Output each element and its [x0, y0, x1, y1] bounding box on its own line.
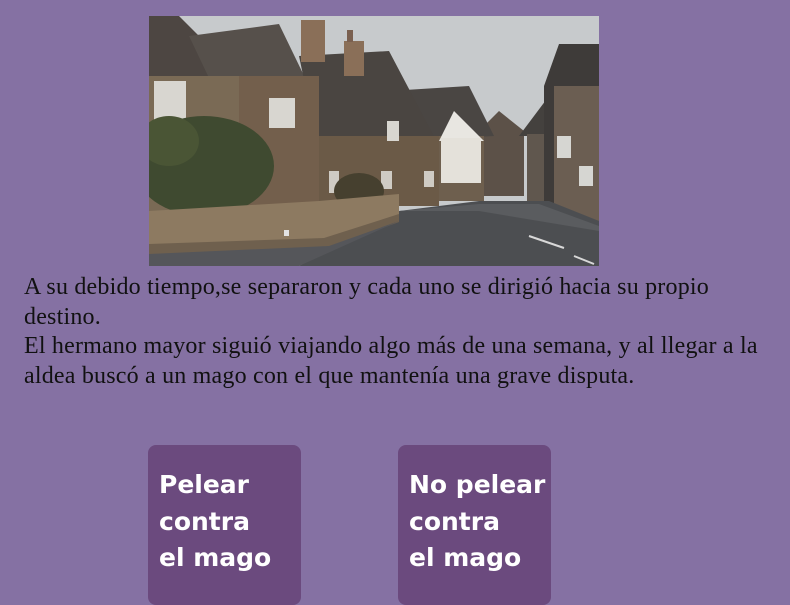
story-paragraph: A su debido tiempo,se separaron y cada uno se dirigió hacia su propio destino. [24, 274, 709, 330]
choice-label-line: el mago [159, 543, 272, 572]
choice-label-line: contra [159, 506, 250, 536]
story-paragraph: El hermano mayor siguió viajando algo más de una semana, y al llegar a la aldea buscó a un mago con el que mantenía una grave disputa. [24, 333, 758, 389]
choice-label-line: No pelear [409, 470, 546, 499]
story-text [24, 273, 784, 391]
fight-wizard-button[interactable] [148, 445, 301, 605]
choice-label-line: contra [409, 506, 500, 536]
not-fight-wizard-button[interactable] [398, 445, 551, 605]
village-street-image [149, 16, 599, 266]
choice-label-line: el mago [409, 543, 522, 572]
choice-label-line: Pelear [159, 470, 250, 499]
